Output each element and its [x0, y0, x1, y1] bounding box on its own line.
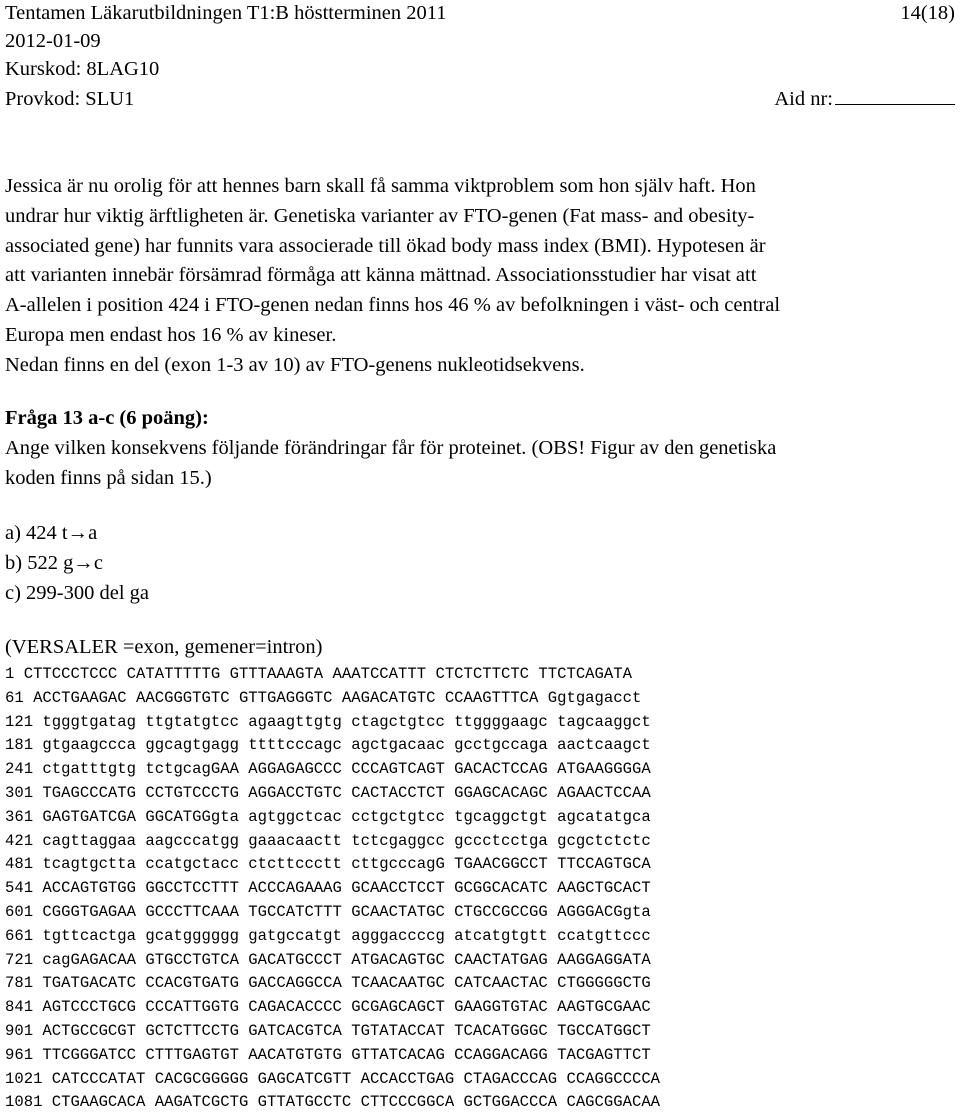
- sequence-row: 601 CGGGTGAGAA GCCCTTCAAA TGCCATCTTT GCAACTATGC CTGCCGCCGG AGGGACGgta: [5, 902, 651, 921]
- sequence-row: 361 GAGTGATCGA GGCATGGgta agtggctcac cctgctgtcc tgcaggctgt agcatatgca: [5, 807, 651, 826]
- sequence-row: 541 ACCAGTGTGG GGCCTCCTTT ACCCAGAAAG GCAACCTCCT GCGGCACATC AAGCTGCACT: [5, 879, 651, 898]
- sequence-row: 1 CTTCCCTCCC CATATTTTTG GTTTAAAGTA AAATCCATTT CTCTCTTCTC TTCTCAGATA: [5, 665, 632, 683]
- mutation-item: a) 424 t→a: [5, 522, 98, 544]
- sequence-row: 781 TGATGACATC CCACGTGATG GACCAGGCCA TCAACAATGC CATCAACTAC CTGGGGGCTG: [5, 974, 651, 993]
- intro-line: att varianten innebär försämrad förmåga att känna mättnad. Associationsstudier har visat att: [5, 264, 757, 287]
- nucleotide-sequence: [5, 663, 955, 1115]
- question-line: Ange vilken konsekvens följande förändringar får för proteinet. (OBS! Figur av den genetiska: [5, 436, 777, 459]
- test-code: Provkod: SLU1: [5, 88, 135, 110]
- sequence-legend: (VERSALER =exon, gemener=intron): [5, 636, 323, 658]
- aid-number-blank[interactable]: [835, 86, 955, 105]
- intro-line: Nedan finns en del (exon 1-3 av 10) av FTO-genens nukleotidsekvens.: [5, 353, 585, 376]
- sequence-row: 1081 CTGAAGCACA AAGATCGCTG GTTATGCCTC CTTCCCGGCA GCTGGACCCA CAGCGGACAA: [5, 1093, 661, 1112]
- question-heading: Fråga 13 a-c (6 poäng):: [5, 407, 209, 429]
- sequence-legend-block: [5, 633, 955, 663]
- sequence-row: 721 cagGAGACAA GTGCCTGTCA GACATGCCCT ATGACAGTGC CAACTATGAG AAGGAGGATA: [5, 950, 651, 969]
- sequence-row: 841 AGTCCCTGCG CCCATTGGTG CAGACACCCC GCGAGCAGCT GAAGGTGTAC AAGTGCGAAC: [5, 998, 651, 1017]
- sequence-row: 421 cagttaggaa aagcccatgg gaaacaactt tctcgaggcc gccctcctga gcgctctctc: [5, 831, 651, 850]
- intro-paragraph: [5, 172, 955, 381]
- intro-line: undrar hur viktig ärftligheten är. Genetiska varianter av FTO-genen (Fat mass- and obesity-: [5, 204, 755, 227]
- mutation-item: c) 299-300 del ga: [5, 581, 150, 604]
- sequence-row: 901 ACTGCCGCGT GCTCTTCCTG GATCACGTCA TGTATACCAT TCACATGGGC TGCCATGGCT: [5, 1021, 651, 1040]
- exam-date: 2012-01-09: [5, 30, 101, 52]
- sequence-row: 301 TGAGCCCATG CCTGTCCCTG AGGACCTGTC CACTACCTCT GGAGCACAGC AGAACTCCAA: [5, 783, 651, 802]
- sequence-row: 661 tgttcactga gcatgggggg gatgccatgt agggaccccg atcatgtgtt ccatgttccc: [5, 926, 651, 945]
- intro-line: Jessica är nu orolig för att hennes barn skall få samma viktproblem som hon själv haft. Hon: [5, 175, 756, 197]
- sequence-row: 61 ACCTGAAGAC AACGGGTGTC GTTGAGGGTC AAGACATGTC CCAAGTTTCA Ggtgagacct: [5, 688, 642, 707]
- intro-line: Europa men endast hos 16 % av kineser.: [5, 323, 337, 346]
- intro-line: associated gene) har funnits vara associerade till ökad body mass index (BMI). Hypotesen är: [5, 234, 766, 257]
- course-code: Kurskod: 8LAG10: [5, 58, 160, 80]
- aid-number-label: Aid nr:: [774, 88, 833, 110]
- sequence-row: 1021 CATCCCATAT CACGCGGGGG GAGCATCGTT ACCACCTGAG CTAGACCCAG CCAGGCCCCA: [5, 1069, 661, 1088]
- page-number: 14(18): [900, 2, 955, 24]
- sequence-row: 121 tgggtgatag ttgtatgtcc agaagttgtg ctagctgtcc ttggggaagc tagcaaggct: [5, 712, 651, 731]
- exam-title: Tentamen Läkarutbildningen T1:B höstterminen 2011: [5, 2, 447, 24]
- sequence-row: 241 ctgatttgtg tctgcagGAA AGGAGAGCCC CCCAGTCAGT GACACTCCAG ATGAAGGGGA: [5, 760, 651, 779]
- mutation-item: b) 522 g→c: [5, 551, 103, 574]
- question-block: [5, 404, 955, 493]
- sequence-row: 961 TTCGGGATCC CTTTGAGTGT AACATGTGTG GTTATCACAG CCAGGACAGG TACGAGTTCT: [5, 1045, 651, 1064]
- question-line: koden finns på sidan 15.): [5, 466, 212, 489]
- aid-number-field[interactable]: [774, 86, 955, 112]
- mutation-list: [5, 519, 955, 608]
- intro-line: A-allelen i position 424 i FTO-genen nedan finns hos 46 % av befolkningen i väst- och central: [5, 294, 781, 317]
- sequence-row: 181 gtgaagccca ggcagtgagg ttttcccagc agctgacaac gcctgccaga aactcaagct: [5, 736, 651, 755]
- sequence-row: 481 tcagtgctta ccatgctacc ctcttccctt cttgcccagG TGAACGGCCT TTCCAGTGCA: [5, 855, 651, 874]
